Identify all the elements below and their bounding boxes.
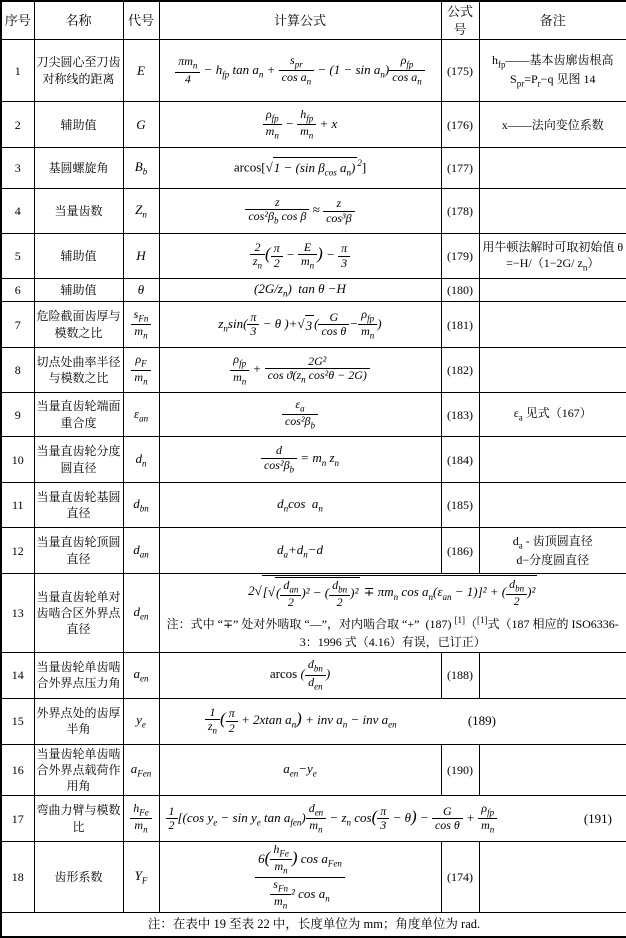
formula-no-cell: (185) xyxy=(441,483,479,528)
symbol-cell: $a_{Fen}$ xyxy=(123,744,159,796)
formula-expression: 2√[√( $d_{an}$ 2 )² − ( $d_{bn}$ 2 )$^2 \mp \pi m_n$ $\cos a_n(\varepsilon_{an} - 1)]^2$ + ( $d_{bn}$ 2 )² xyxy=(248,577,536,610)
remark-cell xyxy=(479,437,626,483)
table-row xyxy=(1,102,626,148)
name-cell: 基圆螺旋角 xyxy=(34,148,123,189)
symbol-cell: $\frac{\rho_F}{m_n}$ xyxy=(123,348,159,393)
table-row xyxy=(1,698,626,744)
row-number-cell: 10 xyxy=(1,437,34,483)
name-cell: 危险截面齿厚与模数之比 xyxy=(34,302,123,348)
table-row xyxy=(1,348,626,393)
formula-no-cell: (177) xyxy=(441,148,479,189)
formula-no-cell: (184) xyxy=(441,437,479,483)
remark-cell: 用牛顿法解时可取初始值 θ =−H/（1−2G/ $z_n$） xyxy=(479,234,626,279)
row-number-cell: 17 xyxy=(1,796,34,842)
remark-cell xyxy=(479,744,626,796)
formula-no-cell: (182) xyxy=(441,348,479,393)
formula-cell: $\rho_{fp}$ $m_n$ − $h_{fp}$ $m_n$ + x xyxy=(159,102,441,148)
name-cell: 当量直齿轮基圆直径 xyxy=(34,483,123,528)
table-row xyxy=(1,302,626,348)
table-row xyxy=(1,483,626,528)
row-number-cell: 18 xyxy=(1,842,34,913)
table-row xyxy=(1,652,626,698)
remark-cell: x——法向变位系数 xyxy=(479,102,626,148)
remark-cell xyxy=(479,652,626,698)
name-cell: 当量直齿轮单对齿啮合区外界点直径 xyxy=(34,574,123,652)
table-row xyxy=(1,796,626,842)
row-number-cell: 1 xyxy=(1,40,34,102)
table-row xyxy=(1,279,626,302)
remark-cell xyxy=(479,302,626,348)
col-header-symbol: 代号 xyxy=(123,1,159,40)
symbol-cell: $y_e$ xyxy=(123,698,159,744)
formula-cell: $a_{en}-y_e$ xyxy=(159,744,441,796)
row-number-cell: 5 xyxy=(1,234,34,279)
formula-no-cell: (180) xyxy=(441,279,479,302)
symbol-cell: $d_{an}$ xyxy=(123,528,159,574)
footer-row xyxy=(1,913,626,937)
symbol-cell: $\varepsilon_{an}$ xyxy=(123,393,159,437)
table-footer-note: 注：在表中 19 至表 22 中，长度单位为 mm；角度单位为 rad. xyxy=(1,913,626,937)
formula-no-cell: (178) xyxy=(441,189,479,234)
name-cell: 当量直齿轮端面重合度 xyxy=(34,393,123,437)
formula-no-inline: (191) xyxy=(583,810,612,826)
table-row xyxy=(1,842,626,913)
symbol-cell: $a_{en}$ xyxy=(123,652,159,698)
table-row xyxy=(1,574,626,652)
formula-cell: $(2G/z_n)$ tan θ −H xyxy=(159,279,441,302)
remark-cell xyxy=(479,189,626,234)
formula-cell-merged xyxy=(159,796,626,842)
symbol-cell: H xyxy=(123,234,159,279)
table-row xyxy=(1,437,626,483)
formula-cell-merged xyxy=(159,574,626,652)
formula-cell: $\frac{\varepsilon_a}{\cos^2\beta_b}$ xyxy=(159,393,441,437)
name-cell: 辅助值 xyxy=(34,102,123,148)
symbol-cell: $d_{bn}$ xyxy=(123,483,159,528)
formula-expression: $\frac{1}{z_n}$ ( $\frac{\pi}{2}$ + 2xtan $a_n$) + inv $a_n$ − inv $a_{en}$ xyxy=(205,712,397,727)
formula-cell: $\frac{2}{z_n}$ ( $\frac{\pi}{2}$ − $\frac{E}{m_n}$ ) − $\frac{\pi}{3}$ xyxy=(159,234,441,279)
formula-no-cell: (183) xyxy=(441,393,479,437)
formula-expression: $\frac{1}{2}$ [(cos $y_e - \sin y_e$ $\tan a_{fen}$) $d_{en}$ $m_n$ − $z_n$ cos( $\frac{\pi}{3}$ − θ) − $\frac{G}{\text{cos θ}}$ + $\rho_{fp}$ $m_n$ xyxy=(166,810,498,825)
row-number-cell: 2 xyxy=(1,102,34,148)
remark-cell xyxy=(479,842,626,913)
formula-cell: 6( $h_{Fe}$ $m_n$ ) $\cos a_{Fen}$ $s_{Fn}$ $m_n$ ² $\cos a_n$ xyxy=(159,842,441,913)
table-row xyxy=(1,234,626,279)
symbol-cell: θ xyxy=(123,279,159,302)
table-row xyxy=(1,393,626,437)
name-cell: 辅助值 xyxy=(34,279,123,302)
col-header-formula: 计算公式 xyxy=(159,1,441,40)
name-cell: 刀尖圆心至刀齿对称线的距离 xyxy=(34,40,123,102)
name-cell: 切点处曲率半径与模数之比 xyxy=(34,348,123,393)
formula-cell: $d_a+d_n-d$ xyxy=(159,528,441,574)
formula-cell: $\rho_{fp}$ $m_n$ + $\frac{\text{2G²}}{\cos ϑ(z_n \cos^2\theta - 2G)}$ xyxy=(159,348,441,393)
remark-cell: $h_{fp}——$基本齿廓齿根高 $S_{pr}=P_r-q$ 见图 14 xyxy=(479,40,626,102)
row-number-cell: 8 xyxy=(1,348,34,393)
name-cell: 齿形系数 xyxy=(34,842,123,913)
table-row xyxy=(1,148,626,189)
header-row xyxy=(1,1,626,40)
name-cell: 当量直齿轮分度圆直径 xyxy=(34,437,123,483)
formula-no-cell: (190) xyxy=(441,744,479,796)
formula-cell: arcos ( $d_{bn}$ $d_{en}$ ) xyxy=(159,652,441,698)
formula-no-cell: (179) xyxy=(441,234,479,279)
name-cell: 外界点处的齿厚半角 xyxy=(34,698,123,744)
symbol-cell: G xyxy=(123,102,159,148)
remark-cell xyxy=(479,348,626,393)
row-number-cell: 7 xyxy=(1,302,34,348)
formula-no-cell: (176) xyxy=(441,102,479,148)
formula-cell: $d_n\cos$ $a_n$ xyxy=(159,483,441,528)
row-number-cell: 12 xyxy=(1,528,34,574)
formula-no-cell: (186) xyxy=(441,528,479,574)
formula-cell: $\frac{z}{\cos^2\beta_b \cos \beta}$ ≈ $\frac{z}{\text{cos³β}}$ xyxy=(159,189,441,234)
row-number-cell: 3 xyxy=(1,148,34,189)
name-cell: 当量齿轮单齿啮合外界点载荷作用角 xyxy=(34,744,123,796)
symbol-cell: E xyxy=(123,40,159,102)
remark-cell: $\varepsilon_a$ 见式（167） xyxy=(479,393,626,437)
symbol-cell: $d_n$ xyxy=(123,437,159,483)
formula-no-cell: (174) xyxy=(441,842,479,913)
formula-no-cell: (188) xyxy=(441,652,479,698)
symbol-cell: $Y_F$ xyxy=(123,842,159,913)
table-row xyxy=(1,744,626,796)
col-header-no: 序号 xyxy=(1,1,34,40)
name-cell: 辅助值 xyxy=(34,234,123,279)
symbol-cell: $s_{Fn}$ $m_n$ xyxy=(123,302,159,348)
formula-cell: arcos[√1 − (sin $\beta_{cos}$ $a_n$) $^2$] xyxy=(159,148,441,189)
remark-cell xyxy=(479,148,626,189)
row-number-cell: 6 xyxy=(1,279,34,302)
col-header-name: 名称 xyxy=(34,1,123,40)
formula-no-inline: (189) xyxy=(467,713,496,729)
formula-no-cell: (175) xyxy=(441,40,479,102)
row-number-cell: 14 xyxy=(1,652,34,698)
row-number-cell: 16 xyxy=(1,744,34,796)
row-number-cell: 4 xyxy=(1,189,34,234)
col-header-formula-no: 公式号 xyxy=(441,1,479,40)
name-cell: 当量直齿轮顶圆直径 xyxy=(34,528,123,574)
formula-cell: $\pi m_n$ 4 − $h_{fp}$ $\tan a_n$ + $s_{pr}$ $\cos a_n$ − $(1 - \sin a_n)$ $\rho_{fp}$ $\cos a_n$ xyxy=(159,40,441,102)
remark-cell: $d_a$ - 齿顶圆直径 d−分度圆直径 xyxy=(479,528,626,574)
name-cell: 弯曲力臂与模数比 xyxy=(34,796,123,842)
remark-cell xyxy=(479,483,626,528)
col-header-remark: 备注 xyxy=(479,1,626,40)
symbol-cell: $h_{Fe}$ $m_n$ xyxy=(123,796,159,842)
row-number-cell: 15 xyxy=(1,698,34,744)
table-row xyxy=(1,528,626,574)
formula-footnote: 注：式中 “∓” 处对外啮取 “—”，对内啮合取 “+” (187) [1]（[1]式（187 相应的 ISO6336-3：1996 式（4.16）有误，已订正） xyxy=(166,614,619,649)
formula-cell: $\frac{d}{\cos^2\beta_b}$ = $m_n$ $z_n$ xyxy=(159,437,441,483)
formula-cell: $z_n\sin$( $\frac{\pi}{3}$ − θ )+√3 ( $\frac{G}{\text{cos θ}}$ − $\rho_{fp}$ $m_n$ ) xyxy=(159,302,441,348)
symbol-cell: $d_{en}$ xyxy=(123,574,159,652)
symbol-cell: $B_b$ xyxy=(123,148,159,189)
table-row xyxy=(1,40,626,102)
formula-no-cell: (181) xyxy=(441,302,479,348)
name-cell: 当量齿数 xyxy=(34,189,123,234)
row-number-cell: 9 xyxy=(1,393,34,437)
row-number-cell: 13 xyxy=(1,574,34,652)
table-row xyxy=(1,189,626,234)
name-cell: 当量齿轮单齿啮合外界点压力角 xyxy=(34,652,123,698)
row-number-cell: 11 xyxy=(1,483,34,528)
formula-cell-merged xyxy=(159,698,626,744)
symbol-cell: $Z_n$ xyxy=(123,189,159,234)
remark-cell xyxy=(479,279,626,302)
